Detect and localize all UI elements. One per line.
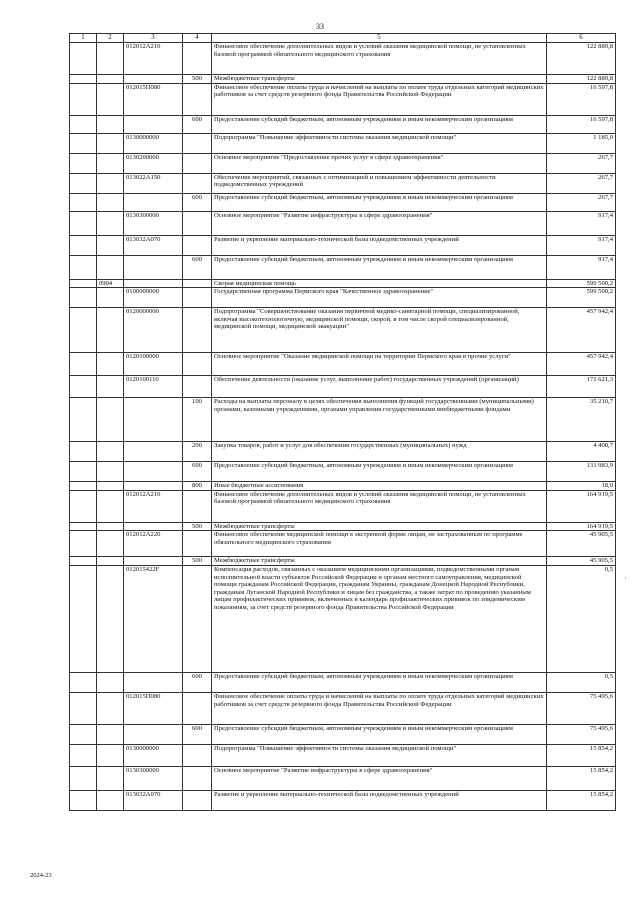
cell-c6: 16 597,8	[547, 115, 616, 133]
table-row	[70, 211, 616, 235]
cell-c4	[183, 153, 212, 173]
cell-c4: 600	[183, 255, 212, 279]
table-row	[70, 398, 616, 442]
cell-c2	[97, 211, 124, 235]
cell-c1	[70, 133, 97, 153]
cell-c4	[183, 565, 212, 672]
cell-c2	[97, 398, 124, 442]
cell-c5: Иные бюджетные ассигнования	[212, 482, 547, 491]
table-row	[70, 490, 616, 522]
cell-c1	[70, 565, 97, 672]
cell-c2	[97, 376, 124, 398]
cell-c2	[97, 744, 124, 766]
cell-c3	[124, 482, 183, 491]
cell-c1	[70, 115, 97, 133]
cell-c5: Основное мероприятие "Предоставление прочих услуг в сфере здравоохранения"	[212, 153, 547, 173]
cell-c4	[183, 490, 212, 522]
cell-c3: 013022А150	[124, 173, 183, 193]
table-row	[70, 255, 616, 279]
cell-c2	[97, 724, 124, 744]
cell-c5: Предоставление субсидий бюджетным, автономным учреждениям и иным некоммерческим организациям	[212, 724, 547, 744]
cell-c4: 600	[183, 672, 212, 692]
cell-c3	[124, 724, 183, 744]
cell-c3: 0130200000	[124, 153, 183, 173]
cell-c2	[97, 173, 124, 193]
cell-c6: 16 597,8	[547, 83, 616, 115]
cell-c2	[97, 255, 124, 279]
cell-c5: Подпрограмма "Повышение эффективности системы оказания медицинской помощи"	[212, 133, 547, 153]
cell-c6: 18,0	[547, 482, 616, 491]
table-row	[70, 557, 616, 566]
cell-c6: 917,4	[547, 255, 616, 279]
cell-c1	[70, 557, 97, 566]
cell-c4	[183, 43, 212, 75]
cell-c1	[70, 211, 97, 235]
cell-c3	[124, 462, 183, 482]
table-row	[70, 83, 616, 115]
cell-c4	[183, 211, 212, 235]
side-mark: ,	[625, 574, 627, 580]
cell-c6: 122 889,8	[547, 43, 616, 75]
cell-c6: 15 854,2	[547, 766, 616, 790]
cell-c5: Подпрограмма "Повышение эффективности системы оказания медицинской помощи"	[212, 744, 547, 766]
cell-c5: Финансовое обеспечение оплаты труда и начислений на выплаты по оплате труда отдельных категорий медицинских работников за счет средств резервного фонда Правительства Российской Федерации	[212, 83, 547, 115]
cell-c5: Основное мероприятие "Развитие инфраструктуры в сфере здравоохранения"	[212, 211, 547, 235]
cell-c4	[183, 692, 212, 724]
cell-c5: Развитие и укрепление материально-технической базы подведомственных учреждений	[212, 235, 547, 255]
table-row	[70, 724, 616, 744]
header-col-4: 4	[183, 34, 212, 43]
cell-c4	[183, 173, 212, 193]
header-col-3: 3	[124, 34, 183, 43]
cell-c5: Межбюджетные трансферты	[212, 557, 547, 566]
cell-c4	[183, 353, 212, 376]
cell-c5: Компенсация расходов, связанных с оказанием медицинскими организациями, подведомственными органам исполнительной власти субъектов Российской Федерации и органам местного самоуправления, медицинской помощи гражданам Российской Федерации, гражданам Украины, гражданам Донецкой Народной Республики, гражданам Луганской Народной Республики и лицам без гражданства, а также затрат по проведению указанным лицам профилактических прививок, включенных в календарь профилактических прививок по эпидемическим показаниям, за счет средств резервного фонда Правительства Российской Федерации	[212, 565, 547, 672]
cell-c2	[97, 288, 124, 308]
cell-c4: 600	[183, 193, 212, 211]
cell-c6: 45 905,5	[547, 531, 616, 557]
cell-c4	[183, 376, 212, 398]
table-row	[70, 133, 616, 153]
cell-c1	[70, 462, 97, 482]
cell-c3	[124, 75, 183, 84]
table-row	[70, 462, 616, 482]
cell-c6: 4 408,7	[547, 442, 616, 462]
cell-c1	[70, 744, 97, 766]
cell-c1	[70, 255, 97, 279]
table-row	[70, 288, 616, 308]
cell-c4: 100	[183, 398, 212, 442]
cell-c3: 012012А210	[124, 43, 183, 75]
cell-c6: 599 500,2	[547, 288, 616, 308]
cell-c4	[183, 279, 212, 288]
cell-c2	[97, 482, 124, 491]
cell-c4	[183, 308, 212, 353]
cell-c2	[97, 235, 124, 255]
cell-c1	[70, 531, 97, 557]
cell-c5: Межбюджетные трансферты	[212, 75, 547, 84]
table-row	[70, 692, 616, 724]
cell-c6: 1 185,0	[547, 133, 616, 153]
cell-c5: Подпрограмма "Совершенствование оказания первичной медико-санитарной помощи, специализированной, включая высокотехнологичную, медицинской помощи, скорой, в том числе скорой специализированной, медицинской помощи, медицинской эвакуации"	[212, 308, 547, 353]
cell-c4	[183, 83, 212, 115]
cell-c5: Скорая медицинская помощь	[212, 279, 547, 288]
cell-c3: 0100000000	[124, 288, 183, 308]
cell-c3: 0130000000	[124, 133, 183, 153]
cell-c1	[70, 235, 97, 255]
cell-c5: Обеспечение деятельности (оказание услуг, выполнение работ) государственных учреждений (организаций)	[212, 376, 547, 398]
cell-c3: 012012А220	[124, 531, 183, 557]
cell-c1	[70, 482, 97, 491]
cell-c1	[70, 288, 97, 308]
cell-c1	[70, 766, 97, 790]
cell-c4	[183, 790, 212, 810]
table-row	[70, 308, 616, 353]
table-row	[70, 744, 616, 766]
cell-c1	[70, 75, 97, 84]
cell-c2	[97, 790, 124, 810]
cell-c3: 0120000000	[124, 308, 183, 353]
cell-c4: 500	[183, 75, 212, 84]
cell-c5: Государственная программа Пермского края "Качественное здравоохранение"	[212, 288, 547, 308]
cell-c1	[70, 398, 97, 442]
cell-c2	[97, 115, 124, 133]
table-row	[70, 565, 616, 672]
cell-c3: 0120100110	[124, 376, 183, 398]
cell-c3	[124, 398, 183, 442]
table-row	[70, 173, 616, 193]
cell-c5: Финансовое обеспечение оплаты труда и начислений на выплаты по оплате труда отдельных категорий медицинских работников за счет средств резервного фонда Правительства Российской Федерации	[212, 692, 547, 724]
cell-c4: 500	[183, 522, 212, 531]
cell-c2	[97, 462, 124, 482]
cell-c4: 600	[183, 462, 212, 482]
cell-c5: Финансовое обеспечение медицинской помощи в экстренной форме лицам, не застрахованным по программе обязательного медицинского страхования	[212, 531, 547, 557]
footer-code: 2024-23	[30, 872, 52, 879]
cell-c5: Предоставление субсидий бюджетным, автономным учреждениям и иным некоммерческим организациям	[212, 255, 547, 279]
cell-c6: 15 854,2	[547, 744, 616, 766]
cell-c4	[183, 744, 212, 766]
header-col-5: 5	[212, 34, 547, 43]
cell-c6: 267,7	[547, 153, 616, 173]
cell-c2	[97, 490, 124, 522]
header-col-6: 6	[547, 34, 616, 43]
cell-c1	[70, 173, 97, 193]
cell-c3: 012015422F	[124, 565, 183, 672]
table-row	[70, 790, 616, 810]
cell-c6: 171 621,3	[547, 376, 616, 398]
cell-c5: Финансовое обеспечение дополнительных видов и условий оказания медицинской помощи, не установленных базовой программой обязательного медицинского страхования	[212, 43, 547, 75]
cell-c3: 0130300000	[124, 211, 183, 235]
cell-c5: Предоставление субсидий бюджетным, автономным учреждениям и иным некоммерческим организациям	[212, 193, 547, 211]
cell-c5: Обеспечение мероприятий, связанных с оптимизацией и повышением эффективности деятельности подведомственных учреждений	[212, 173, 547, 193]
cell-c2	[97, 557, 124, 566]
table-row	[70, 115, 616, 133]
cell-c3: 012012А210	[124, 490, 183, 522]
cell-c6: 457 942,4	[547, 353, 616, 376]
table-row	[70, 279, 616, 288]
cell-c6: 457 942,4	[547, 308, 616, 353]
cell-c6: 917,4	[547, 235, 616, 255]
header-row	[70, 34, 616, 43]
table-row	[70, 442, 616, 462]
cell-c6: 0,5	[547, 672, 616, 692]
cell-c1	[70, 279, 97, 288]
cell-c6: 917,4	[547, 211, 616, 235]
table-row	[70, 672, 616, 692]
cell-c5: Предоставление субсидий бюджетным, автономным учреждениям и иным некоммерческим организациям	[212, 672, 547, 692]
cell-c5: Развитие и укрепление материально-технической базы подведомственных учреждений	[212, 790, 547, 810]
cell-c6: 35 210,7	[547, 398, 616, 442]
cell-c4: 800	[183, 482, 212, 491]
page-number: 33	[316, 22, 324, 31]
cell-c5: Межбюджетные трансферты	[212, 522, 547, 531]
cell-c6: 75 495,6	[547, 724, 616, 744]
cell-c3	[124, 557, 183, 566]
cell-c4	[183, 133, 212, 153]
header-col-1: 1	[70, 34, 97, 43]
cell-c2: 0904	[97, 279, 124, 288]
cell-c2	[97, 565, 124, 672]
cell-c6: 164 919,5	[547, 490, 616, 522]
cell-c6: 599 500,2	[547, 279, 616, 288]
cell-c1	[70, 790, 97, 810]
cell-c3	[124, 115, 183, 133]
cell-c2	[97, 83, 124, 115]
cell-c3	[124, 255, 183, 279]
cell-c1	[70, 308, 97, 353]
table-row	[70, 153, 616, 173]
cell-c5: Расходы на выплаты персоналу в целях обеспечения выполнения функций государственными (муниципальными) органами, казенными учреждениями, органами управления государственными внебюджетными фондами	[212, 398, 547, 442]
cell-c1	[70, 83, 97, 115]
cell-c6: 45 905,5	[547, 557, 616, 566]
cell-c6: 131 983,9	[547, 462, 616, 482]
table-row	[70, 531, 616, 557]
cell-c2	[97, 308, 124, 353]
cell-c5: Основное мероприятие "Оказание медицинской помощи на территории Пермского края в прочие услуги"	[212, 353, 547, 376]
cell-c2	[97, 43, 124, 75]
cell-c1	[70, 353, 97, 376]
cell-c3	[124, 522, 183, 531]
cell-c1	[70, 376, 97, 398]
cell-c6: 267,7	[547, 193, 616, 211]
cell-c6: 267,7	[547, 173, 616, 193]
cell-c2	[97, 692, 124, 724]
cell-c5: Предоставление субсидий бюджетным, автономным учреждениям и иным некоммерческим организациям	[212, 115, 547, 133]
cell-c6: 75 495,6	[547, 692, 616, 724]
cell-c2	[97, 522, 124, 531]
cell-c2	[97, 442, 124, 462]
table-row	[70, 376, 616, 398]
cell-c4: 200	[183, 442, 212, 462]
cell-c3	[124, 193, 183, 211]
cell-c5: Основное мероприятие "Развитие инфраструктуры в сфере здравоохранения"	[212, 766, 547, 790]
cell-c4: 600	[183, 115, 212, 133]
cell-c4	[183, 235, 212, 255]
cell-c2	[97, 766, 124, 790]
table-row	[70, 482, 616, 491]
table-row	[70, 193, 616, 211]
cell-c2	[97, 672, 124, 692]
cell-c6: 122 889,8	[547, 75, 616, 84]
cell-c1	[70, 692, 97, 724]
table-row	[70, 235, 616, 255]
cell-c3: 013032А070	[124, 235, 183, 255]
table-row	[70, 75, 616, 84]
cell-c5: Финансовое обеспечение дополнительных видов и условий оказания медицинской помощи, не установленных базовой программой обязательного медицинского страхования	[212, 490, 547, 522]
cell-c2	[97, 193, 124, 211]
cell-c1	[70, 490, 97, 522]
cell-c3: 013032А070	[124, 790, 183, 810]
cell-c6: 0,5	[547, 565, 616, 672]
cell-c1	[70, 724, 97, 744]
cell-c4: 500	[183, 557, 212, 566]
cell-c3: 012015П080	[124, 83, 183, 115]
cell-c4	[183, 766, 212, 790]
cell-c1	[70, 672, 97, 692]
table-row	[70, 43, 616, 75]
cell-c3	[124, 672, 183, 692]
cell-c2	[97, 531, 124, 557]
cell-c3: 0130000000	[124, 744, 183, 766]
cell-c6: 15 854,2	[547, 790, 616, 810]
cell-c1	[70, 442, 97, 462]
budget-table	[69, 33, 616, 811]
cell-c6: 164 919,5	[547, 522, 616, 531]
cell-c3: 012015П080	[124, 692, 183, 724]
cell-c5: Закупка товаров, работ и услуг для обеспечения государственных (муниципальных) нужд	[212, 442, 547, 462]
table-row	[70, 766, 616, 790]
cell-c3	[124, 279, 183, 288]
cell-c2	[97, 353, 124, 376]
cell-c1	[70, 153, 97, 173]
cell-c4	[183, 288, 212, 308]
cell-c2	[97, 153, 124, 173]
cell-c3	[124, 442, 183, 462]
cell-c2	[97, 75, 124, 84]
cell-c3: 0120100000	[124, 353, 183, 376]
cell-c1	[70, 193, 97, 211]
cell-c5: Предоставление субсидий бюджетным, автономным учреждениям и иным некоммерческим организациям	[212, 462, 547, 482]
table-body	[70, 43, 616, 811]
cell-c4: 600	[183, 724, 212, 744]
header-col-2: 2	[97, 34, 124, 43]
cell-c2	[97, 133, 124, 153]
table-row	[70, 353, 616, 376]
cell-c4	[183, 531, 212, 557]
cell-c1	[70, 43, 97, 75]
cell-c3: 0130300000	[124, 766, 183, 790]
table-row	[70, 522, 616, 531]
cell-c1	[70, 522, 97, 531]
